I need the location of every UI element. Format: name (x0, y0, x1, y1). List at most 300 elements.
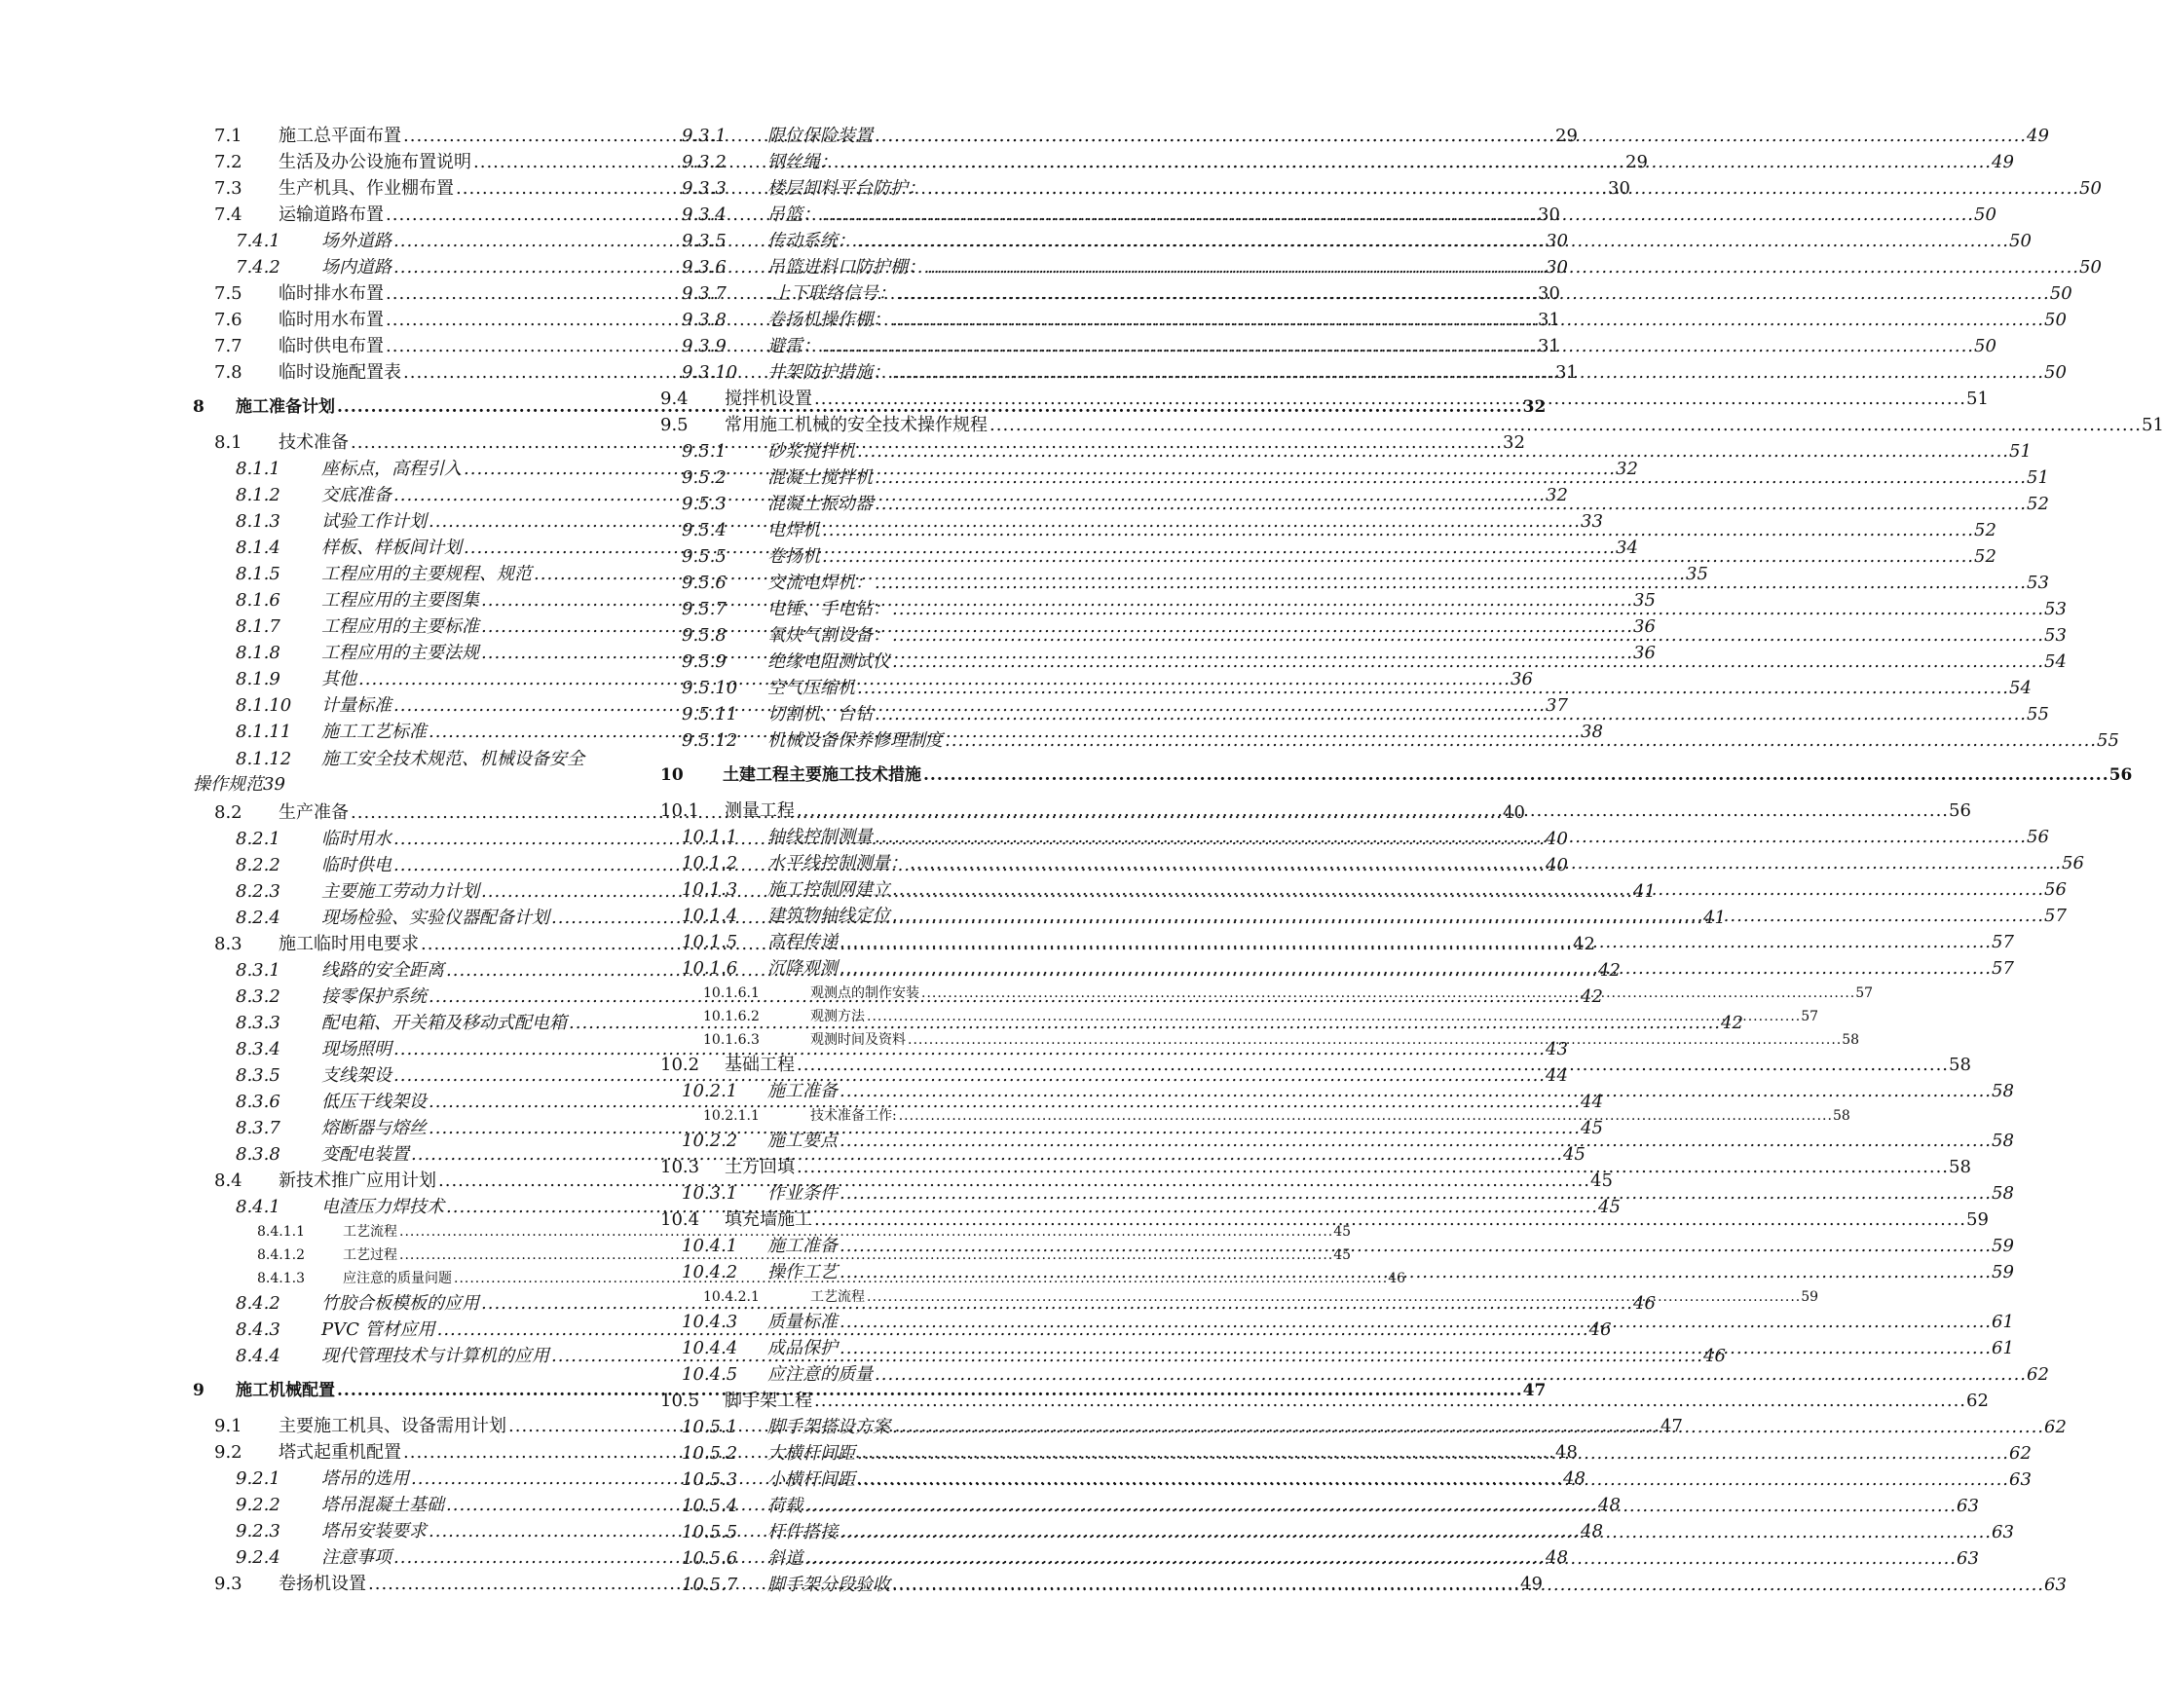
toc-dot-leader (857, 675, 2009, 701)
toc-entry-number: 10.2.1.1 (703, 1108, 760, 1124)
toc-entry-page-number: 32 (1522, 397, 1547, 417)
toc-entry-page-number: 52 (1974, 520, 1996, 540)
toc-entry-number: 7.1 (214, 126, 243, 146)
toc-entry-title: 其他 (321, 669, 356, 689)
toc-entry-page-number: 31 (1555, 362, 1578, 383)
toc-entry-title: 熔断器与熔丝 (321, 1118, 427, 1138)
toc-entry-number: 9.5.9 (682, 651, 727, 672)
toc-entry-page-number: 36 (1633, 616, 1656, 637)
toc-entry-number: 7.7 (214, 336, 243, 356)
toc-entry-page-number: 36 (1511, 669, 1533, 689)
toc-dot-leader (839, 1519, 1992, 1545)
toc-dot-leader (839, 1078, 1992, 1104)
toc-entry-page-number: 31 (1538, 336, 1560, 356)
toc-entry-title: 塔吊安装要求 (321, 1521, 427, 1541)
toc-entry-title: 施工临时用电要求 (279, 934, 419, 954)
toc-entry-page-number: 57 (1855, 985, 1874, 1001)
toc-entry-title: 计量标准 (321, 695, 392, 716)
toc-entry-page-number: 43 (1546, 1039, 1568, 1059)
toc-dot-leader (839, 1335, 1992, 1361)
toc-entry-page-number: 62 (2009, 1443, 2032, 1464)
toc-entry-number: 8.3.1 (236, 960, 280, 981)
toc-entry-number: 9.2.3 (236, 1521, 280, 1541)
toc-entry-number: 9.5.2 (682, 467, 727, 488)
toc-entry-page-number: 58 (1992, 1081, 2014, 1101)
toc-entry-page-number: 35 (1686, 564, 1708, 584)
toc-dot-leader (839, 929, 1992, 955)
toc-entry-number: 7.6 (214, 310, 243, 330)
toc-entry-page-number: 42 (1573, 934, 1595, 954)
toc-entry-title: 小横杆间距 (767, 1469, 855, 1490)
toc-entry-title: 应注意的质量问题 (343, 1271, 452, 1286)
toc-entry-number: 7.8 (214, 362, 243, 383)
toc-entry-number: 9.2.2 (236, 1495, 280, 1515)
toc-entry-title: 脚手架工程 (725, 1391, 812, 1411)
toc-entry-number: 8.4.1.2 (257, 1247, 305, 1263)
toc-entry-number: 10.4 (660, 1209, 700, 1230)
toc-dot-leader (892, 1572, 2044, 1598)
toc-entry-page-number: 56 (2062, 853, 2084, 873)
toc-dot-leader (822, 517, 1974, 543)
toc-entry-page-number: 57 (2044, 906, 2067, 926)
toc-entry-title: 观测时间及资料 (810, 1032, 906, 1048)
toc-entry-number: 9.3.5 (682, 231, 727, 251)
toc-entry-title: 脚手架搭设方案 (767, 1417, 890, 1437)
toc-dot-leader (892, 622, 2044, 649)
toc-entry-number: 9.3.9 (682, 336, 727, 356)
toc-dot-leader (989, 412, 2142, 438)
toc-entry-number: 8 (193, 397, 205, 417)
toc-entry-number: 8.1.3 (236, 511, 280, 532)
toc-entry-title: 竹胶合板模板的应用 (321, 1293, 479, 1314)
toc-entry-page-number: 45 (1563, 1144, 1586, 1165)
toc-entry-page-number: 30 (1538, 204, 1560, 225)
toc-dot-leader (875, 123, 2027, 149)
toc-entry-number: 8.1.8 (236, 643, 280, 663)
toc-entry-title: 大横杆间距 (767, 1443, 855, 1464)
toc-entry-page-number: 50 (2049, 283, 2072, 304)
toc-entry-page-number: 29 (1625, 152, 1648, 172)
toc-entry-page-number: 54 (2009, 678, 2032, 698)
toc-dot-leader (822, 543, 1974, 570)
toc-entry-number: 7.2 (214, 152, 243, 172)
toc-dot-leader (875, 701, 2027, 727)
toc-entry-number: 7.3 (214, 178, 243, 199)
toc-entry-number: 9.2.4 (236, 1547, 280, 1568)
toc-entry-number: 9.4 (660, 389, 689, 409)
toc-dot-leader (857, 228, 2009, 254)
toc-dot-leader (908, 1028, 1842, 1052)
toc-entry-number: 10.1.6 (682, 958, 738, 979)
toc-entry-title: 建筑物轴线定位 (767, 906, 890, 926)
toc-dot-leader (839, 1309, 1992, 1335)
toc-entry-title: 观测方法 (810, 1009, 865, 1024)
toc-entry-page-number: 36 (1633, 643, 1656, 663)
toc-entry-title: 氧炔气割设备： (767, 625, 890, 646)
toc-entry-title: 钢丝绳： (767, 152, 838, 172)
toc-entry-number: 9.3.1 (682, 126, 727, 146)
toc-entry-number: 9.5.1 (682, 441, 727, 462)
toc-entry-number: 8.4 (214, 1170, 243, 1191)
toc-entry-title: 施工准备 (767, 1081, 838, 1101)
toc-entry-title: 施工总平面布置 (279, 126, 401, 146)
toc-entry-number: 8.1.9 (236, 669, 280, 689)
toc-entry-page-number: 63 (1957, 1496, 1979, 1516)
toc-entry-title: 现场检验、实验仪器配备计划 (321, 908, 549, 928)
toc-entry-number: 10.1.1 (682, 827, 738, 847)
toc-entry-page-number: 56 (2108, 765, 2133, 785)
toc-entry-page-number: 50 (2079, 257, 2102, 278)
toc-entry-title: 施工机械配置 (236, 1381, 335, 1400)
toc-dot-leader (857, 438, 2009, 464)
toc-entry-number: 9.3.4 (682, 204, 727, 225)
toc-entry-number: 8.2 (214, 802, 243, 823)
toc-entry-title: 施工准备计划 (236, 397, 335, 417)
toc-entry-title: 技术准备 (279, 432, 349, 453)
toc-entry-title: 临时供电 (321, 855, 392, 875)
toc-entry-number: 8.4.1.3 (257, 1271, 305, 1286)
toc-dot-leader (857, 1467, 2009, 1493)
toc-entry-number: 10.2 (660, 1055, 700, 1075)
toc-entry-number: 10.5.3 (682, 1469, 738, 1490)
toc-entry-page-number: 50 (2079, 178, 2102, 199)
toc-dot-leader (892, 876, 2044, 903)
toc-entry-title: 工艺流程 (810, 1289, 865, 1305)
toc-entry-number: 8.1.10 (236, 695, 292, 716)
toc-dot-leader (892, 903, 2044, 929)
toc-entry-page-number: 49 (1992, 152, 2014, 172)
toc-entry-page-number: 48 (1598, 1495, 1621, 1515)
toc-entry-number: 10.5.4 (682, 1496, 738, 1516)
toc-entry-title: 空气压缩机 (767, 678, 855, 698)
toc-entry-title: 支线架设 (321, 1065, 392, 1086)
toc-entry-page-number: 31 (1538, 310, 1560, 330)
toc-entry-page-number: 46 (1388, 1271, 1406, 1286)
toc-entry-title: PVC 管材应用 (321, 1319, 435, 1340)
toc-entry-title: 工程应用的主要法规 (321, 643, 479, 663)
toc-entry-number: 9.2 (214, 1442, 243, 1463)
toc-dot-leader (910, 850, 2062, 876)
toc-entry-page-number: 48 (1546, 1547, 1568, 1568)
toc-entry-number: 9.5.12 (682, 730, 738, 751)
toc-entry-page-number: 63 (2044, 1575, 2067, 1595)
toc-dot-leader (814, 1207, 1966, 1233)
toc-dot-leader (839, 955, 1992, 982)
toc-entry-title: 吊篮进料口防护棚： (767, 257, 925, 278)
toc-entry-page-number: 32 (1616, 459, 1638, 479)
toc-entry-number: 10.1.5 (682, 932, 738, 952)
toc-entry-page-number: 58 (1832, 1108, 1850, 1124)
toc-dot-leader (797, 798, 1949, 824)
toc-entry-page-number: 42 (1598, 960, 1621, 981)
toc-entry-page-number: 54 (2044, 651, 2067, 672)
toc-entry-number: 9.5.8 (682, 625, 727, 646)
toc-entry-number: 10.2.2 (682, 1131, 738, 1151)
toc-entry[interactable] (660, 359, 2067, 386)
toc-entry-title: 切割机、台钻 (767, 704, 873, 724)
toc-entry-title: 场内道路 (321, 257, 392, 278)
toc-entry-page-number: 45 (1581, 1118, 1603, 1138)
toc-entry-page-number: 63 (1992, 1522, 2014, 1542)
toc-entry-number: 9.5.3 (682, 494, 727, 514)
toc-entry-number: 9.3.7 (682, 283, 727, 304)
toc-entry-title: 生产准备 (279, 802, 349, 823)
toc-dot-leader (899, 1104, 1833, 1128)
toc-entry-title: 观测点的制作安装 (810, 985, 919, 1001)
toc-entry[interactable] (660, 412, 2164, 438)
toc-entry-page-number: 47 (1660, 1416, 1683, 1436)
toc-entry-page-number: 44 (1581, 1092, 1603, 1112)
toc-entry-title: 塔吊的选用 (321, 1468, 409, 1489)
toc-entry-number: 10.4.2 (682, 1262, 738, 1282)
toc-entry-title: 工程应用的主要图集 (321, 590, 479, 611)
toc-entry-number: 9.5.6 (682, 573, 727, 593)
toc-dot-leader (875, 491, 2027, 517)
toc-entry-page-number: 41 (1633, 881, 1656, 902)
toc-entry-number: 10.1.3 (682, 879, 738, 900)
toc-entry-page-number: 34 (1616, 538, 1638, 558)
toc-entry-number: 10.1.6.1 (703, 985, 760, 1001)
toc-entry-number: 8.1.2 (236, 485, 280, 505)
toc-entry-title: 现场照明 (321, 1039, 392, 1059)
toc-entry-title: 轴线控制测量 (767, 827, 873, 847)
toc-entry-number: 9 (193, 1381, 205, 1400)
toc-dot-leader (814, 1388, 1966, 1414)
toc-dot-leader (892, 359, 2044, 386)
toc-entry-number: 8.1.5 (236, 564, 280, 584)
toc-entry-title: 混凝土搅拌机 (767, 467, 873, 488)
toc-entry-page-number: 32 (1546, 485, 1568, 505)
toc-entry-number: 10.1.4 (682, 906, 738, 926)
toc-entry-number: 9.5.10 (682, 678, 738, 698)
toc-entry-title: 电锤、手电钻： (767, 599, 890, 619)
toc-entry-page-number: 33 (1581, 511, 1603, 532)
toc-entry-number: 7.5 (214, 283, 243, 304)
toc-entry-page-number: 46 (1633, 1293, 1656, 1314)
toc-entry-number: 8.3.3 (236, 1013, 280, 1033)
toc-entry-number: 8.4.4 (236, 1346, 280, 1366)
toc-entry-title: 配电箱、开关箱及移动式配电箱 (321, 1013, 567, 1033)
toc-entry-page-number: 62 (2044, 1417, 2067, 1437)
toc-entry-number: 9.5.5 (682, 546, 727, 567)
toc-entry-title: 应注意的质量 (767, 1364, 873, 1385)
toc-entry-title: 试验工作计划 (321, 511, 427, 532)
toc-entry-number: 9.5 (660, 415, 689, 435)
toc-entry-page-number: 56 (2044, 879, 2067, 900)
toc-entry-title: 高程传递 (767, 932, 838, 952)
toc-entry-page-number: 49 (1520, 1574, 1543, 1594)
toc-entry-page-number: 50 (1974, 336, 1996, 356)
toc-entry-title: 接零保护系统 (321, 986, 427, 1007)
toc-entry-title: 运输道路布置 (279, 204, 384, 225)
toc-entry-number: 9.3.6 (682, 257, 727, 278)
toc-entry-title: 交底准备 (321, 485, 392, 505)
toc-entry-title: 工程应用的主要规程、规范 (321, 564, 532, 584)
toc-entry-page-number: 59 (1992, 1236, 2014, 1256)
toc-dot-leader (875, 570, 2027, 596)
toc-entry-number: 10.5.1 (682, 1417, 738, 1437)
toc-entry-title: 电焊机 (767, 520, 820, 540)
toc-entry-title: 绝缘电阻测试仪 (767, 651, 890, 672)
toc-entry-number: 10.1.6.2 (703, 1009, 760, 1024)
toc-entry-page-number: 55 (2027, 704, 2049, 724)
toc-entry-number: 10.2.1 (682, 1081, 738, 1101)
toc-entry-number: 8.1.7 (236, 616, 280, 637)
toc-entry-number: 10.4.3 (682, 1312, 738, 1332)
toc-entry-title: 电渣压力焊技术 (321, 1197, 444, 1217)
toc-entry-title: 吊篮： (767, 204, 820, 225)
toc-entry-number: 9.5.11 (682, 704, 738, 724)
toc-dot-leader (857, 1440, 2009, 1467)
toc-entry-page-number: 53 (2027, 573, 2049, 593)
toc-entry-page-number: 58 (1949, 1055, 1971, 1075)
toc-entry-title: 填充墙施工 (725, 1209, 812, 1230)
toc-dot-leader (875, 824, 2027, 850)
toc-entry-page-number: 61 (1992, 1338, 2014, 1358)
toc-entry-page-number: 38 (1581, 722, 1603, 742)
toc-entry-page-number: 37 (1546, 695, 1568, 716)
toc-entry-title: 工艺过程 (343, 1247, 397, 1263)
toc-entry-number: 10.4.5 (682, 1364, 738, 1385)
toc-entry[interactable] (660, 754, 2133, 798)
toc-entry-number: 10.5 (660, 1391, 700, 1411)
toc-entry-title: 生产机具、作业棚布置 (279, 178, 454, 199)
toc-entry-page-number: 50 (2009, 231, 2032, 251)
toc-entry-page-number: 53 (2044, 599, 2067, 619)
toc-entry-number: 10.5.6 (682, 1548, 738, 1569)
toc-entry-number: 8.2.3 (236, 881, 280, 902)
toc-entry-title: 样板、样板间计划 (321, 538, 462, 558)
toc-entry-title: 杆件搭接 (767, 1522, 838, 1542)
toc-dot-leader (839, 1233, 1992, 1259)
toc-entry-number: 7.4 (214, 204, 243, 225)
toc-entry-page-number: 63 (1957, 1548, 1979, 1569)
toc-entry-page-number: 56 (2027, 827, 2049, 847)
toc-entry[interactable] (660, 1361, 2049, 1388)
toc-entry-number: 7.4.2 (236, 257, 280, 278)
toc-entry-title: 沉降观测 (767, 958, 838, 979)
toc-entry-number: 9.2.1 (236, 1468, 280, 1489)
toc-entry-number: 10.3 (660, 1157, 700, 1177)
toc-entry-title: 基础工程 (725, 1055, 795, 1075)
toc-entry-page-number: 48 (1581, 1521, 1603, 1541)
toc-entry-title: 砂浆搅拌机 (767, 441, 855, 462)
toc-entry-page-number: 46 (1588, 1319, 1612, 1340)
toc-entry-title: 传动系统： (767, 231, 855, 251)
toc-dot-leader (814, 386, 1966, 412)
toc-entry-page-number: 46 (1703, 1346, 1726, 1366)
toc-entry-number: 8.2.4 (236, 908, 280, 928)
toc-entry-number: 8.3.6 (236, 1092, 280, 1112)
toc-entry-number: 8.3 (214, 934, 243, 954)
toc-dot-leader (867, 1285, 1801, 1309)
toc-entry-number: 9.3 (214, 1574, 243, 1594)
toc-dot-leader (892, 307, 2044, 333)
toc-entry-page-number: 35 (1633, 590, 1656, 611)
toc-entry-title: 卷扬机 (767, 546, 820, 567)
toc-entry-title: 避雷： (767, 336, 820, 356)
toc-entry-title: 塔式起重机配置 (279, 1442, 401, 1463)
toc-entry-title: 水平线控制测量： (767, 853, 908, 873)
toc-entry-title: 临时用水 (321, 829, 392, 849)
toc-entry-title: 现代管理技术与计算机的应用 (321, 1346, 549, 1366)
toc-entry-title: 交流电焊机： (767, 573, 873, 593)
toc-entry-title: 荷载 (767, 1496, 802, 1516)
toc-entry-page-number: 49 (2027, 126, 2049, 146)
toc-entry-number: 8.4.1 (236, 1197, 280, 1217)
toc-entry-page-number: 39 (263, 774, 285, 795)
toc-entry-page-number: 30 (1538, 283, 1560, 304)
toc-entry-page-number: 32 (1503, 432, 1525, 453)
toc-entry-page-number: 58 (1992, 1183, 2014, 1204)
toc-entry-number: 10.3.1 (682, 1183, 738, 1204)
toc-entry-number: 8.1.11 (236, 722, 292, 742)
toc-dot-leader (927, 254, 2079, 280)
toc-entry-number: 10.4.1 (682, 1236, 738, 1256)
toc-entry-number: 8.3.8 (236, 1144, 280, 1165)
toc-entry[interactable] (193, 1220, 1352, 1244)
toc-entry-number: 10.1.2 (682, 853, 738, 873)
toc-dot-leader (804, 1493, 1957, 1519)
toc-entry-title: 主要施工机具、设备需用计划 (279, 1416, 506, 1436)
toc-entry-page-number: 45 (1333, 1247, 1352, 1263)
toc-entry-page-number: 50 (2044, 310, 2067, 330)
toc-entry-page-number: 52 (2027, 494, 2049, 514)
toc-entry-title: 施工工艺标准 (321, 722, 427, 742)
toc-entry-number: 8.1.12 (236, 749, 292, 769)
toc-entry-number: 8.1 (214, 432, 243, 453)
toc-entry-title: 座标点，高程引入 (321, 459, 462, 479)
toc-entry-title: 脚手架分段验收 (767, 1575, 890, 1595)
toc-dot-leader (839, 1128, 1992, 1154)
toc-dot-leader (875, 464, 2027, 491)
toc-entry-page-number: 29 (1555, 126, 1578, 146)
toc-entry-title: 操作工艺 (767, 1262, 838, 1282)
toc-dot-leader (822, 202, 1974, 228)
toc-entry-title: 注意事项 (321, 1547, 392, 1568)
toc-entry-title: 卷扬机操作棚： (767, 310, 890, 330)
toc-entry-page-number: 57 (1801, 1009, 1819, 1024)
toc-entry-number: 7.4.1 (236, 231, 280, 251)
toc-entry-title: 土方回填 (725, 1157, 795, 1177)
toc-dot-leader (839, 1180, 1992, 1207)
toc-entry[interactable] (193, 745, 600, 799)
toc-entry-title: 工程应用的主要标准 (321, 616, 479, 637)
toc-entry-number: 8.3.7 (236, 1118, 280, 1138)
toc-dot-leader (892, 1414, 2044, 1440)
toc-entry-page-number: 51 (1966, 389, 1989, 409)
toc-entry-title: .上下联络信号： (767, 283, 896, 304)
toc-entry-title: 机械设备保养修理制度 (767, 730, 943, 751)
toc-entry-title: 常用施工机械的安全技术操作规程 (725, 415, 988, 435)
toc-entry-number: 9.3.3 (682, 178, 727, 199)
toc-entry-title: 搅拌机设置 (725, 389, 812, 409)
toc-dot-leader (822, 333, 1974, 359)
toc-entry-number: 10.1.6.3 (703, 1032, 760, 1048)
toc-entry-page-number: 50 (2044, 362, 2067, 383)
toc-entry-page-number: 40 (1546, 829, 1568, 849)
toc-dot-leader (892, 596, 2044, 622)
toc-dot-leader (921, 982, 1855, 1005)
toc-entry-page-number: 41 (1703, 908, 1726, 928)
toc-entry-number: 10.5.7 (682, 1575, 738, 1595)
toc-entry-page-number: 40 (1546, 855, 1568, 875)
toc-entry-page-number: 53 (2044, 625, 2067, 646)
toc-entry-title: 临时供电布置 (279, 336, 384, 356)
toc-entry-page-number: 40 (1503, 802, 1525, 823)
toc-entry-number: 8.1.1 (236, 459, 280, 479)
toc-entry-page-number: 42 (1721, 1013, 1743, 1033)
